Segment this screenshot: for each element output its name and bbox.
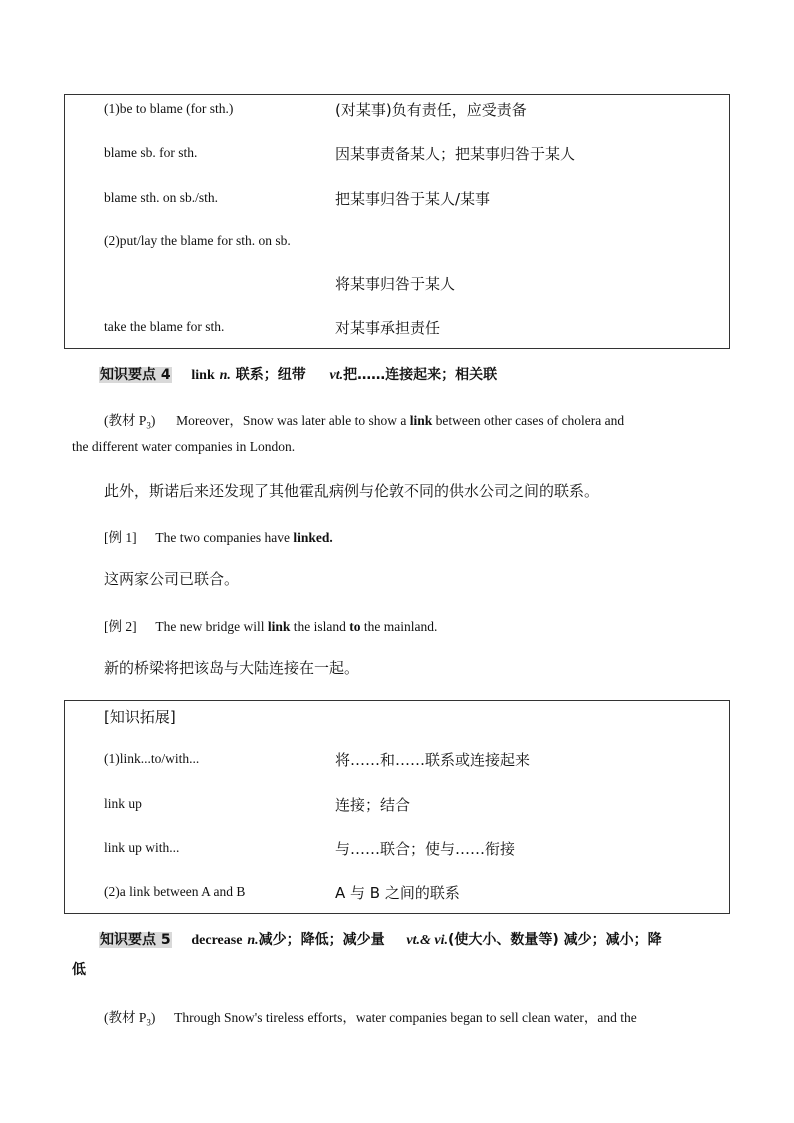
box1-row-2-left: blame sb. for sth. — [104, 145, 198, 160]
box2-row-1-left: (1)link...to/with... — [104, 751, 200, 766]
box1-row-6-left: take the blame for sth. — [104, 319, 225, 334]
textbook-sentence-5: (教材 $P_3$) Through Snow's tireless efforts，water companies began to sell clean water，and the — [104, 1010, 637, 1028]
meaning-verb: 把……连接起来；相关联 — [343, 367, 498, 383]
meaning-noun: 联系；纽带 — [235, 367, 306, 383]
box1-row-4-left: (2)put/lay the blame for sth. on sb. — [104, 233, 291, 248]
box1-row-3-left: blame sth. on sb./sth. — [104, 190, 218, 205]
meaning-verb-5: (使大小、数量等) 减少；减小；降 — [447, 932, 662, 948]
pos-noun-5: n. — [247, 933, 259, 948]
headword-link: link — [191, 368, 215, 383]
example-1-label: [例 1] — [104, 530, 137, 545]
meaning-noun-5: 减少；降低；减少量 — [258, 932, 385, 948]
box2-row-3-left: link up with... — [104, 840, 180, 855]
pos-verb-5: vt.& vi. — [406, 933, 448, 948]
knowledge-extension-title: [知识拓展] — [104, 708, 176, 726]
textbook-sentence-line2: the different water companies in London. — [72, 439, 296, 454]
textbook-translation: 此外，斯诺后来还发现了其他霍乱病例与伦敦不同的供水公司之间的联系。 — [104, 482, 600, 500]
box2-row-1-right: 将……和……联系或连接起来 — [335, 751, 531, 769]
textbook-sentence-5-text: Through Snow's tireless efforts，water companies began to sell clean water，and the — [174, 1010, 637, 1025]
textbook-sentence-text: Moreover，Snow was later able to show a — [176, 413, 407, 428]
box2-row-4-right: A 与 B 之间的联系 — [335, 884, 460, 902]
box2-row-2-left: link up — [104, 796, 142, 811]
pos-verb: vt. — [329, 368, 344, 383]
example-2-translation: 新的桥梁将把该岛与大陆连接在一起。 — [104, 659, 360, 677]
headword-decrease: decrease — [191, 933, 243, 948]
phrase-box-blame — [64, 94, 730, 349]
example-1: [例 1] The two companies have linked. — [104, 530, 333, 545]
example-2: [例 2] The new bridge will link the island to the mainland. — [104, 619, 438, 634]
textbook-sentence-line1: (教材 $P_3$) Moreover，Snow was later able to show a link between other cases of cholera and — [104, 413, 625, 431]
knowledge-point-5-heading-cont: 低 — [72, 962, 86, 978]
box1-row-3-right: 把某事归咎于某人/某事 — [335, 190, 491, 208]
box1-row-1-left: (1)be to blame (for sth.) — [104, 101, 234, 116]
box1-row-1-right: (对某事)负有责任，应受责备 — [335, 101, 527, 119]
box1-row-6-right: 对某事承担责任 — [335, 319, 441, 337]
box2-row-2-right: 连接；结合 — [335, 796, 411, 814]
knowledge-point-4-heading — [99, 364, 497, 384]
example-2-label: [例 2] — [104, 619, 137, 634]
box2-row-3-right: 与……联合；使与……衔接 — [335, 840, 516, 858]
pos-noun: n. — [219, 368, 231, 383]
box1-row-2-right: 因某事责备某人；把某事归咎于某人 — [335, 145, 576, 163]
box2-row-4-left: (2)a link between A and B — [104, 884, 246, 899]
knowledge-point-5-heading — [99, 929, 662, 949]
keyword-link: link — [409, 413, 433, 428]
knowledge-point-4-tag: 知识要点 4 — [100, 367, 171, 383]
example-1-translation: 这两家公司已联合。 — [104, 570, 240, 588]
box1-row-5-right: 将某事归咎于某人 — [335, 275, 456, 293]
knowledge-extension-box — [64, 700, 730, 914]
knowledge-point-5-tag: 知识要点 5 — [100, 932, 171, 948]
